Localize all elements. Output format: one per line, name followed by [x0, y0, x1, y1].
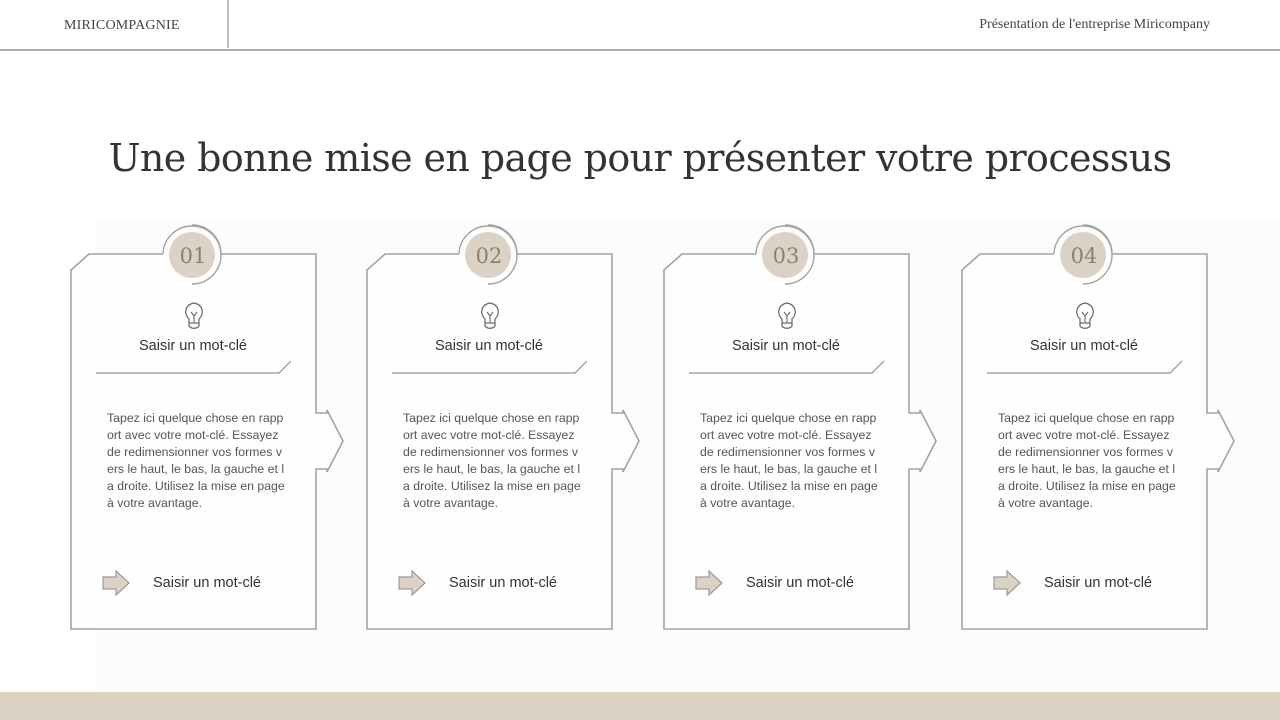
process-step-card-3: [664, 224, 944, 634]
slide-header: [0, 0, 1280, 51]
lightbulb-icon: [478, 300, 502, 330]
brand-name: MIRICOMPAGNIE: [64, 18, 180, 33]
step-description: Tapez ici quelque chose en rapport avec votre mot-clé. Essayez de redimensionner vos formes vers le haut, le bas, la gauche et la droite. Utilisez la mise en page à votre avantage.: [998, 411, 1176, 510]
step-keyword: Saisir un mot-clé: [1030, 338, 1138, 354]
footer-band: [0, 692, 1280, 720]
process-step-card-1: [71, 224, 351, 634]
step-footer-keyword: Saisir un mot-clé: [1044, 575, 1152, 591]
step-keyword: Saisir un mot-clé: [435, 338, 543, 354]
step-footer-keyword: Saisir un mot-clé: [746, 575, 854, 591]
process-step-card-2: [367, 224, 647, 634]
lightbulb-icon: [182, 300, 206, 330]
arrow-right-icon: [993, 569, 1021, 597]
arrow-right-icon: [695, 569, 723, 597]
lightbulb-icon: [1073, 300, 1097, 330]
process-step-card-4: [962, 224, 1242, 634]
header-divider: [227, 0, 229, 48]
step-keyword: Saisir un mot-clé: [139, 338, 247, 354]
step-number: 04: [1070, 244, 1098, 268]
step-description: Tapez ici quelque chose en rapport avec votre mot-clé. Essayez de redimensionner vos formes vers le haut, le bas, la gauche et la droite. Utilisez la mise en page à votre avantage.: [403, 411, 581, 510]
lightbulb-icon: [775, 300, 799, 330]
step-number: 02: [475, 244, 503, 268]
step-keyword: Saisir un mot-clé: [732, 338, 840, 354]
step-footer-keyword: Saisir un mot-clé: [449, 575, 557, 591]
slide-title: Une bonne mise en page pour présenter votre processus: [108, 136, 1172, 180]
arrow-right-icon: [102, 569, 130, 597]
arrow-right-icon: [398, 569, 426, 597]
step-description: Tapez ici quelque chose en rapport avec votre mot-clé. Essayez de redimensionner vos formes vers le haut, le bas, la gauche et la droite. Utilisez la mise en page à votre avantage.: [107, 411, 285, 510]
presentation-subtitle: Présentation de l'entreprise Miricompany: [979, 17, 1210, 32]
step-number: 03: [772, 244, 800, 268]
step-number: 01: [179, 244, 207, 268]
step-description: Tapez ici quelque chose en rapport avec votre mot-clé. Essayez de redimensionner vos formes vers le haut, le bas, la gauche et la droite. Utilisez la mise en page à votre avantage.: [700, 411, 878, 510]
step-footer-keyword: Saisir un mot-clé: [153, 575, 261, 591]
